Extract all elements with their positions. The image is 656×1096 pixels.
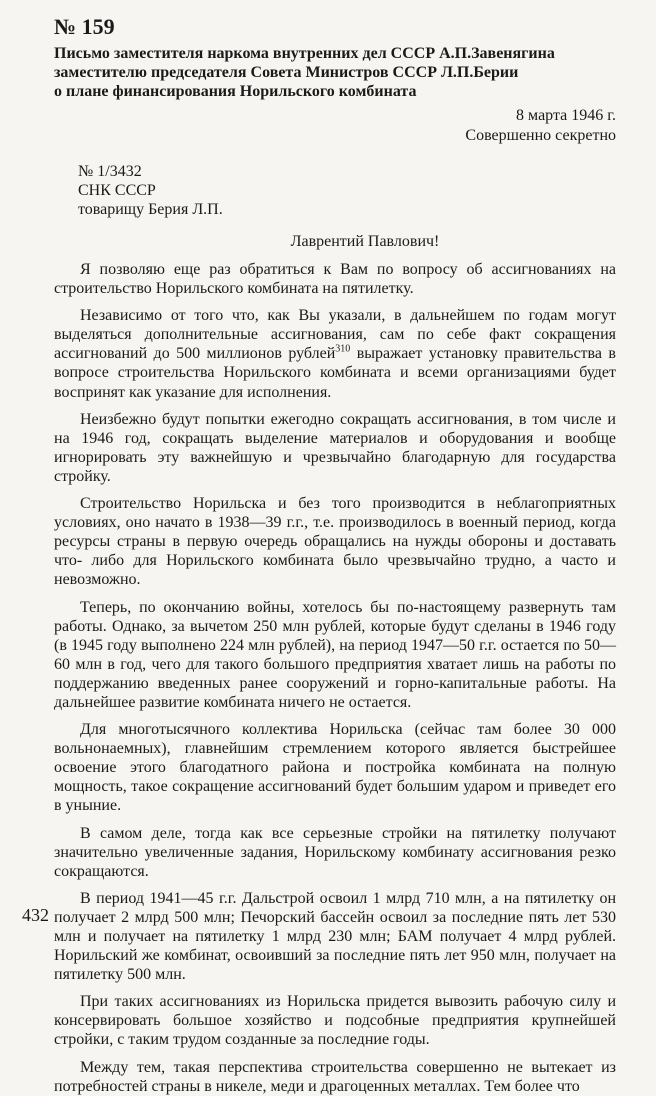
document-number: № 159: [54, 14, 115, 39]
page-number: 432: [22, 905, 49, 925]
paragraph: [54, 306, 616, 401]
paragraph: Для многотысячного коллектива Норильска (сейчас там более 30 000 вольнонаемных), главнейшим стремлением которого является быстрейшее освоение этого благодатного района и постройка комбината на полную мощность, такое сокращение ассигнований будет большим ударом и приведет его в уныние.: [54, 721, 616, 815]
addressee-name: товарищу Берия Л.П.: [78, 201, 223, 218]
date-block: [54, 106, 616, 146]
title-line: о плане финансирования Норильского комбината: [54, 83, 417, 100]
paragraph-text: выражает установку правительства в вопросе строительства Норильского комбината и всеми организациями будет воспринят как указание для исполнения.: [54, 345, 616, 401]
paragraph: Теперь, по окончанию войны, хотелось бы по-настоящему развернуть там работы. Однако, за вычетом 250 млн рублей, которые будут сделаны в 1946 году (в 1945 году выполнено 224 млн рублей), на период 1947—50 г.г. остается по 50—60 млн в год, чего для такого большого предприятия хватает лишь на работы по поддержанию введенных ранее сооружений и горно-капитальные работы. На дальнейшее развитие комбината ничего не остается.: [54, 598, 616, 711]
addressee-organization: СНК СССР: [78, 182, 156, 199]
reference-number: № 1/3432: [78, 163, 142, 180]
salutation: Лаврентий Павлович!: [290, 233, 440, 250]
document-date: 8 марта 1946 г.: [516, 107, 616, 124]
paragraph: При таких ассигнованиях из Норильска придется вывозить рабочую силу и консервировать большое хозяйство и подсобные предприятия крупнейшей стройки, с таким трудом созданные за последние годы.: [54, 993, 616, 1049]
document-title: [54, 44, 616, 101]
footnote-marker: 310: [335, 344, 351, 356]
paragraph-text: Независимо от того что, как Вы указали, в дальнейшем по годам могут выделяться дополнительные ассигнования, сам по себе факт сокращения ассигнований до 500 миллионов рублей: [54, 307, 616, 363]
paragraph: В период 1941—45 г.г. Дальстрой освоил 1 млрд 710 млн, а на пятилетку он получает 2 млрд 500 млн; Печорский бассейн освоил за последние пять лет 530 млн и получает на пятилетку 1 млрд 230 млн; БАМ получает 4 млрд рублей. Норильский же комбинат, освоивший за последние пять лет 950 млн, получает на пятилетку 500 млн.: [54, 889, 616, 984]
title-line: заместителю председателя Совета Министров СССР Л.П.Берии: [54, 64, 519, 81]
classification-mark: Совершенно секретно: [465, 127, 616, 144]
paragraph: Я позволяю еще раз обратиться к Вам по вопросу об ассигнованиях на строительство Норильского комбината на пятилетку.: [54, 261, 616, 298]
paragraph: Строительство Норильска и без того производится в неблагоприятных условиях, оно начато в 1938—39 г.г., т.е. производилось в военный период, когда ресурсы страны в первую очередь обращались на нужды обороны и доставать что- либо для Норильского комбината было чрезвычайно трудно, а часто и невозможно.: [54, 495, 616, 589]
paragraph: Неизбежно будут попытки ежегодно сокращать ассигнования, в том числе и на 1946 год, сокращать выделение материалов и оборудования и вообще игнорировать эту важнейшую и чрезвычайно благодарную для государства стройку.: [54, 410, 616, 485]
paragraph: Между тем, такая перспектива строительства совершенно не вытекает из потребностей страны в никеле, меди и драгоценных металлах. Тем более что: [54, 1058, 616, 1095]
letter-body: [54, 260, 616, 1096]
title-line: Письмо заместителя наркома внутренних дел СССР А.П.Завенягина: [54, 45, 555, 62]
address-block: [78, 162, 616, 219]
paragraph: В самом деле, тогда как все серьезные стройки на пятилетку получают значительно увеличенные задания, Норильскому комбинату ассигнования резко сокращаются.: [54, 824, 616, 880]
